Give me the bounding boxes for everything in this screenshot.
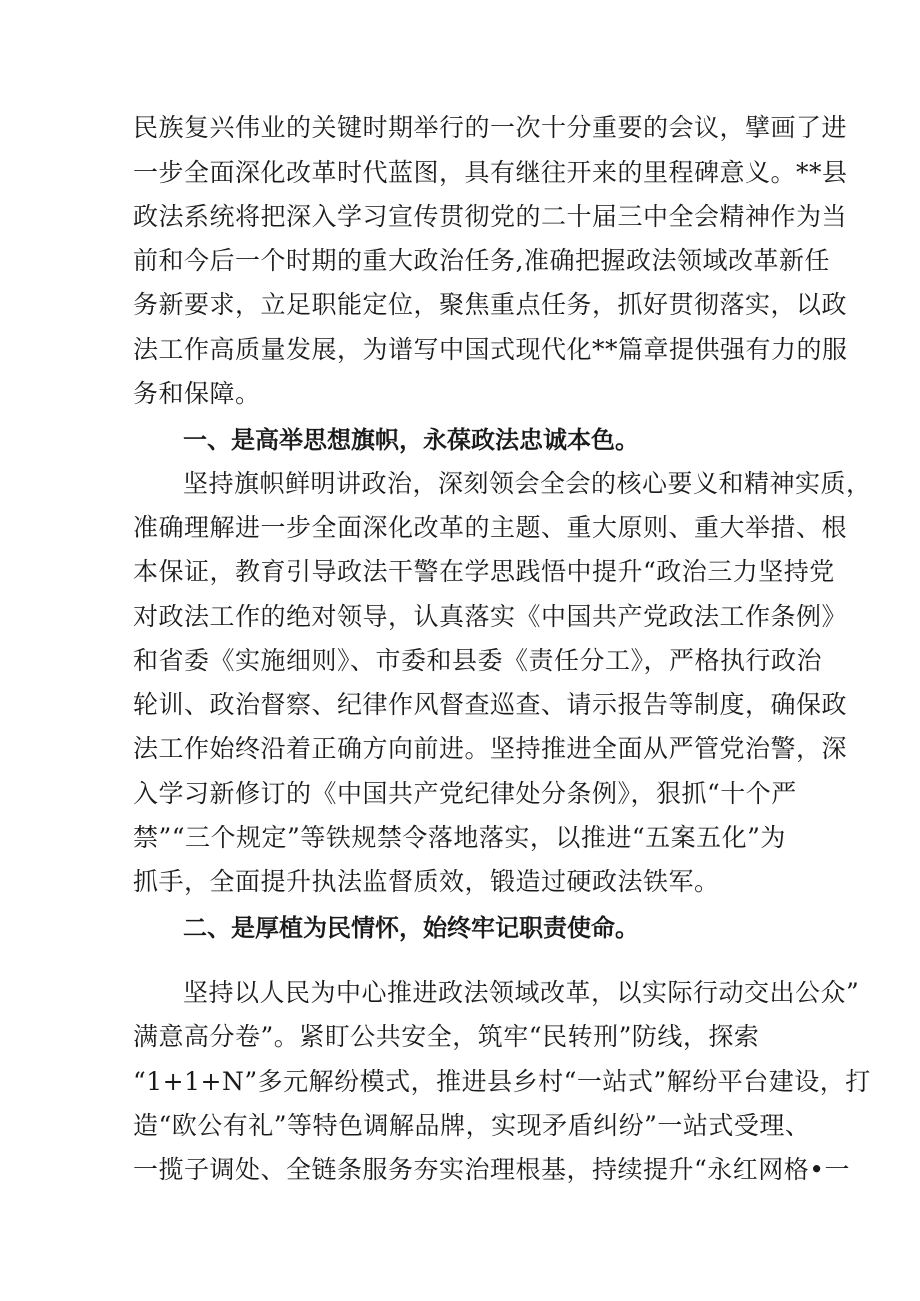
paragraph-line: 对政法工作的绝对领导，认真落实《中国共产党政法工作条例》 bbox=[133, 602, 848, 631]
paragraph-line: 禁”“三个规定”等铁规禁令落地落实，以推进“五案五化”为 bbox=[133, 823, 786, 852]
section-heading-1: 一、是高举思想旗帜，永葆政法忠诚本色。 bbox=[183, 426, 639, 454]
paragraph-line: 入学习新修订的《中国共产党纪律处分条例》，狠抓“十个严 bbox=[133, 779, 797, 808]
paragraph-line: 一揽子调处、全链条服务夯实治理根基，持续提升“永红网格•一 bbox=[133, 1155, 851, 1184]
paragraph-line: 本保证，教育引导政法干警在学思践悟中提升“政治三力坚持党 bbox=[133, 557, 835, 586]
paragraph-line: 坚持旗帜鲜明讲政治，深刻领会全会的核心要义和精神实质， bbox=[183, 469, 872, 498]
paragraph-line: 轮训、政治督察、纪律作风督查巡查、请示报告等制度，确保政 bbox=[133, 690, 848, 719]
paragraph-line: “1+1+N”多元解纷模式，推进县乡村“一站式”解纷平台建设，打 bbox=[133, 1067, 871, 1096]
paragraph-line: 民族复兴伟业的关键时期举行的一次十分重要的会议，擘画了进 bbox=[133, 113, 848, 142]
paragraph-line: 造“欧公有礼”等特色调解品牌，实现矛盾纠纷”一站式受理、 bbox=[133, 1111, 811, 1140]
paragraph-line: 法工作始终沿着正确方向前进。坚持推进全面从严管党治警，深 bbox=[133, 734, 848, 763]
paragraph-line: 政法系统将把深入学习宣传贯彻党的二十届三中全会精神作为当 bbox=[133, 202, 848, 231]
paragraph-line: 抓手，全面提升执法监督质效，锻造过硬政法铁军。 bbox=[133, 867, 720, 896]
paragraph-line: 准确理解进一步全面深化改革的主题、重大原则、重大举措、根 bbox=[133, 513, 848, 542]
paragraph-line: 和省委《实施细则》、市委和县委《责任分工》，严格执行政治 bbox=[133, 646, 823, 675]
paragraph-line: 坚持以人民为中心推进政法领域改革，以实际行动交出公众” bbox=[183, 978, 860, 1007]
paragraph-line: 务新要求，立足职能定位，聚焦重点任务，抓好贯彻落实，以政 bbox=[133, 290, 848, 319]
section-heading-2: 二、是厚植为民情怀，始终牢记职责使命。 bbox=[183, 914, 639, 942]
paragraph-line: 一步全面深化改革时代蓝图，具有继往开来的里程碑意义。**县 bbox=[133, 158, 848, 187]
paragraph-line: 前和今后一个时期的重大政治任务,准确把握政法领域改革新任 bbox=[133, 246, 830, 275]
paragraph-line: 满意高分卷”。紧盯公共安全，筑牢“民转刑”防线，探索 bbox=[133, 1022, 760, 1051]
paragraph-line: 法工作高质量发展，为谱写中国式现代化**篇章提供强有力的服 bbox=[133, 335, 848, 364]
paragraph-line: 务和保障。 bbox=[133, 379, 261, 408]
